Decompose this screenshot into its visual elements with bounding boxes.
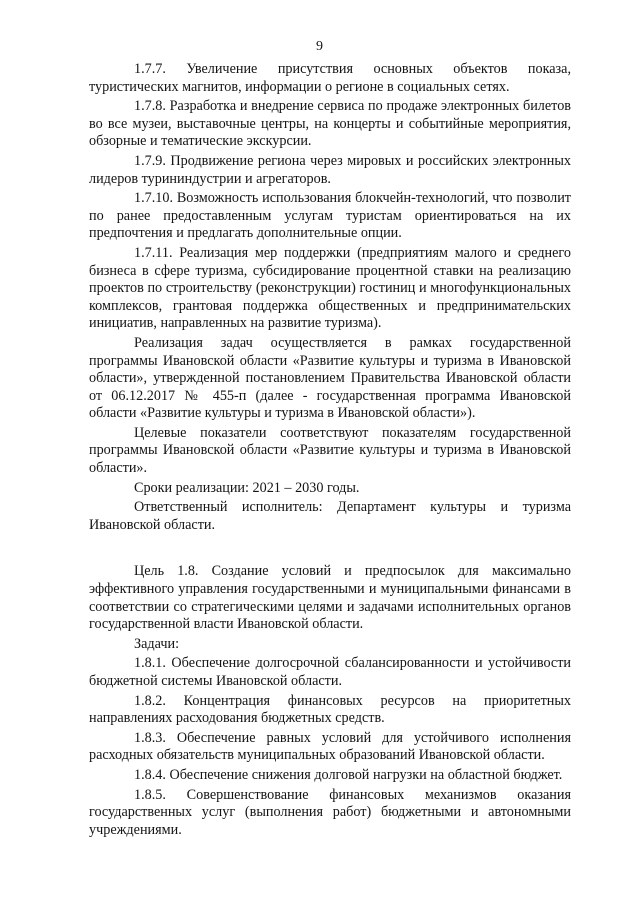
paragraph-1-7-8: 1.7.8. Разработка и внедрение сервиса по продаже электронных билетов во все музеи, выставочные центры, на концерты и событийные мероприятия, обзорные и тематические экскурсии. [89,98,571,150]
paragraph-1-8-1: 1.8.1. Обеспечение долгосрочной сбалансированности и устойчивости бюджетной системы Ивановской области. [89,655,571,689]
paragraph-1-8-2: 1.8.2. Концентрация финансовых ресурсов на приоритетных направлениях расходования бюджетных средств. [89,692,571,727]
paragraph-1-8-4: 1.8.4. Обеспечение снижения долговой нагрузки на областной бюджет. [134,766,563,783]
paragraph-target-indicators: Целевые показатели соответствуют показателям государственной программы Ивановской области «Развитие культуры и туризма в Ивановской области». [89,424,571,477]
section-gap [89,536,571,563]
paragraph-1-7-11: 1.7.11. Реализация мер поддержки (предприятиям малого и среднего бизнеса в сфере туризма, субсидирование процентной ставки на реализацию проектов по строительству (реконструкции) гостиниц и многофункциональных комплексов, грантовая поддержка общественных и предпринимательских инициатив, направленных на развитие туризма). [89,244,571,332]
paragraph-1-7-10: 1.7.10. Возможность использования блокчейн-технологий, что позволит по ранее предоставленным услугам туристам ориентироваться на их предпочтения и предлагать дополнительные опции. [89,190,571,242]
paragraph-implementation: Реализация задач осуществляется в рамках государственной программы Ивановской области «Развитие культуры и туризма в Ивановской области», утвержденной постановлением Правительства Ивановской области от 06.12.2017 № 455-п (далее - государственная программа Ивановской области «Развитие культуры и туризма в Ивановской области»). [89,334,571,422]
paragraph-1-7-7: 1.7.7. Увеличение присутствия основных объектов показа, туристических магнитов, информации о регионе в социальных сетях. [89,61,571,95]
paragraph-timeline: Сроки реализации: 2021 – 2030 годы. [134,479,360,496]
paragraph-1-8-5: 1.8.5. Совершенствование финансовых механизмов оказания государственных услуг (выполнения работ) бюджетными и автономными учреждениями. [89,786,571,838]
paragraph-goal-1-8: Цель 1.8. Создание условий и предпосылок для максимально эффективного управления государственными и муниципальными финансами в соответствии со стратегическими целями и задачами исполнительных органов государственной власти Ивановской области. [89,563,571,633]
document-body [89,61,571,841]
paragraph-responsible-executor: Ответственный исполнитель: Департамент культуры и туризма Ивановской области. [89,499,571,533]
paragraph-1-7-9: 1.7.9. Продвижение региона через мировых и российских электронных лидеров турининдустрии и агрегаторов. [89,152,571,187]
paragraph-tasks-heading: Задачи: [134,635,180,652]
paragraph-1-8-3: 1.8.3. Обеспечение равных условий для устойчивого исполнения расходных обязательств муниципальных образований Ивановской области. [89,729,571,764]
page-number: 9 [316,39,323,54]
